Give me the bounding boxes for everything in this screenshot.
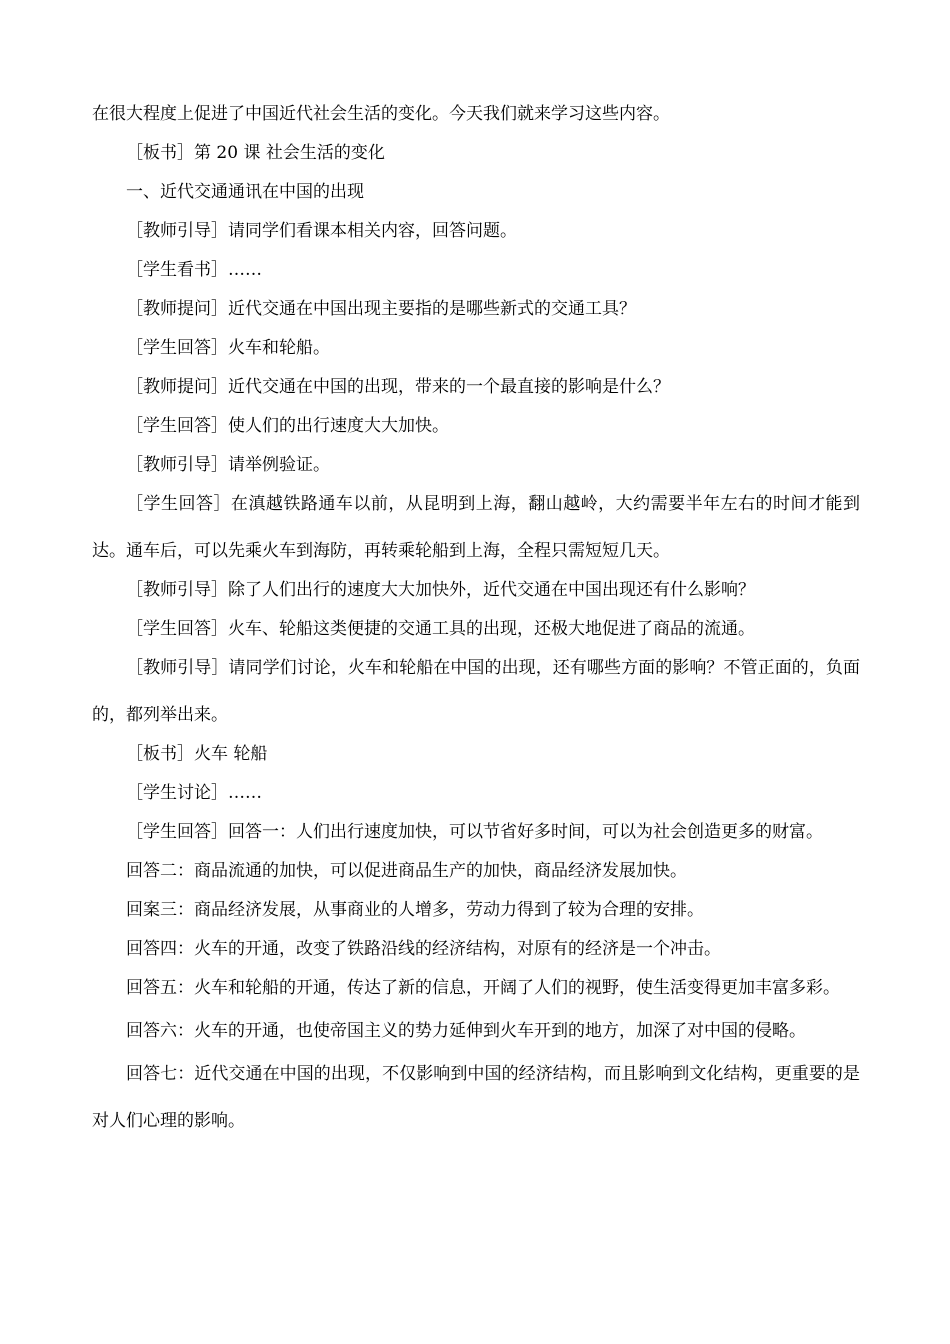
paragraph-answer-four: 回答四：火车的开通，改变了铁路沿线的经济结构，对原有的经济是一个冲击。 [126, 939, 721, 959]
paragraph-teacher-guide: ［教师引导］请同学们看课本相关内容，回答问题。 [126, 221, 517, 241]
paragraph-teacher-guide: ［教师引导］请同学们讨论，火车和轮船在中国的出现，还有哪些方面的影响？不管正面的，负面的，都列举出来。 [92, 658, 860, 725]
paragraph-student-answer: ［学生回答］火车、轮船这类便捷的交通工具的出现，还极大地促进了商品的流通。 [126, 619, 755, 639]
paragraph-student-discuss: ［学生讨论］…… [126, 783, 262, 803]
section-heading: 一、近代交通通讯在中国的出现 [126, 182, 364, 202]
paragraph-answer-three: 回案三：商品经济发展，从事商业的人增多，劳动力得到了较为合理的安排。 [126, 900, 704, 920]
paragraph-answer-five: 回答五：火车和轮船的开通，传达了新的信息，开阔了人们的视野，使生活变得更加丰富多彩。 [126, 978, 840, 998]
paragraph-answer-one: ［学生回答］回答一：人们出行速度加快，可以节省好多时间，可以为社会创造更多的财富。 [126, 822, 823, 842]
paragraph-teacher-guide: ［教师引导］除了人们出行的速度大大加快外，近代交通在中国出现还有什么影响？ [126, 580, 755, 600]
paragraph-teacher-guide: ［教师引导］请举例验证。 [126, 455, 330, 475]
paragraph-board-title: ［板书］第 20 课 社会生活的变化 [126, 143, 385, 163]
paragraph-student-answer: ［学生回答］火车和轮船。 [126, 338, 330, 358]
paragraph-answer-six: 回答六：火车的开通，也使帝国主义的势力延伸到火车开到的地方，加深了对中国的侵略。 [126, 1021, 806, 1041]
paragraph-board: ［板书］火车 轮船 [126, 744, 268, 764]
paragraph-student-answer: ［学生回答］在滇越铁路通车以前，从昆明到上海，翻山越岭，大约需要半年左右的时间才能到达。通车后，可以先乘火车到海防，再转乘轮船到上海，全程只需短短几天。 [92, 494, 860, 561]
paragraph-answer-two: 回答二：商品流通的加快，可以促进商品生产的加快，商品经济发展加快。 [126, 861, 687, 881]
document-body [92, 95, 860, 1141]
paragraph-student-read: ［学生看书］…… [126, 260, 262, 280]
paragraph-student-answer: ［学生回答］使人们的出行速度大大加快。 [126, 416, 449, 436]
paragraph-teacher-question: ［教师提问］近代交通在中国出现主要指的是哪些新式的交通工具？ [126, 299, 636, 319]
paragraph-answer-seven: 回答七：近代交通在中国的出现，不仅影响到中国的经济结构，而且影响到文化结构，更重要的是对人们心理的影响。 [92, 1064, 860, 1131]
paragraph-teacher-question: ［教师提问］近代交通在中国的出现，带来的一个最直接的影响是什么？ [126, 377, 670, 397]
paragraph-intro: 在很大程度上促进了中国近代社会生活的变化。今天我们就来学习这些内容。 [92, 104, 670, 124]
